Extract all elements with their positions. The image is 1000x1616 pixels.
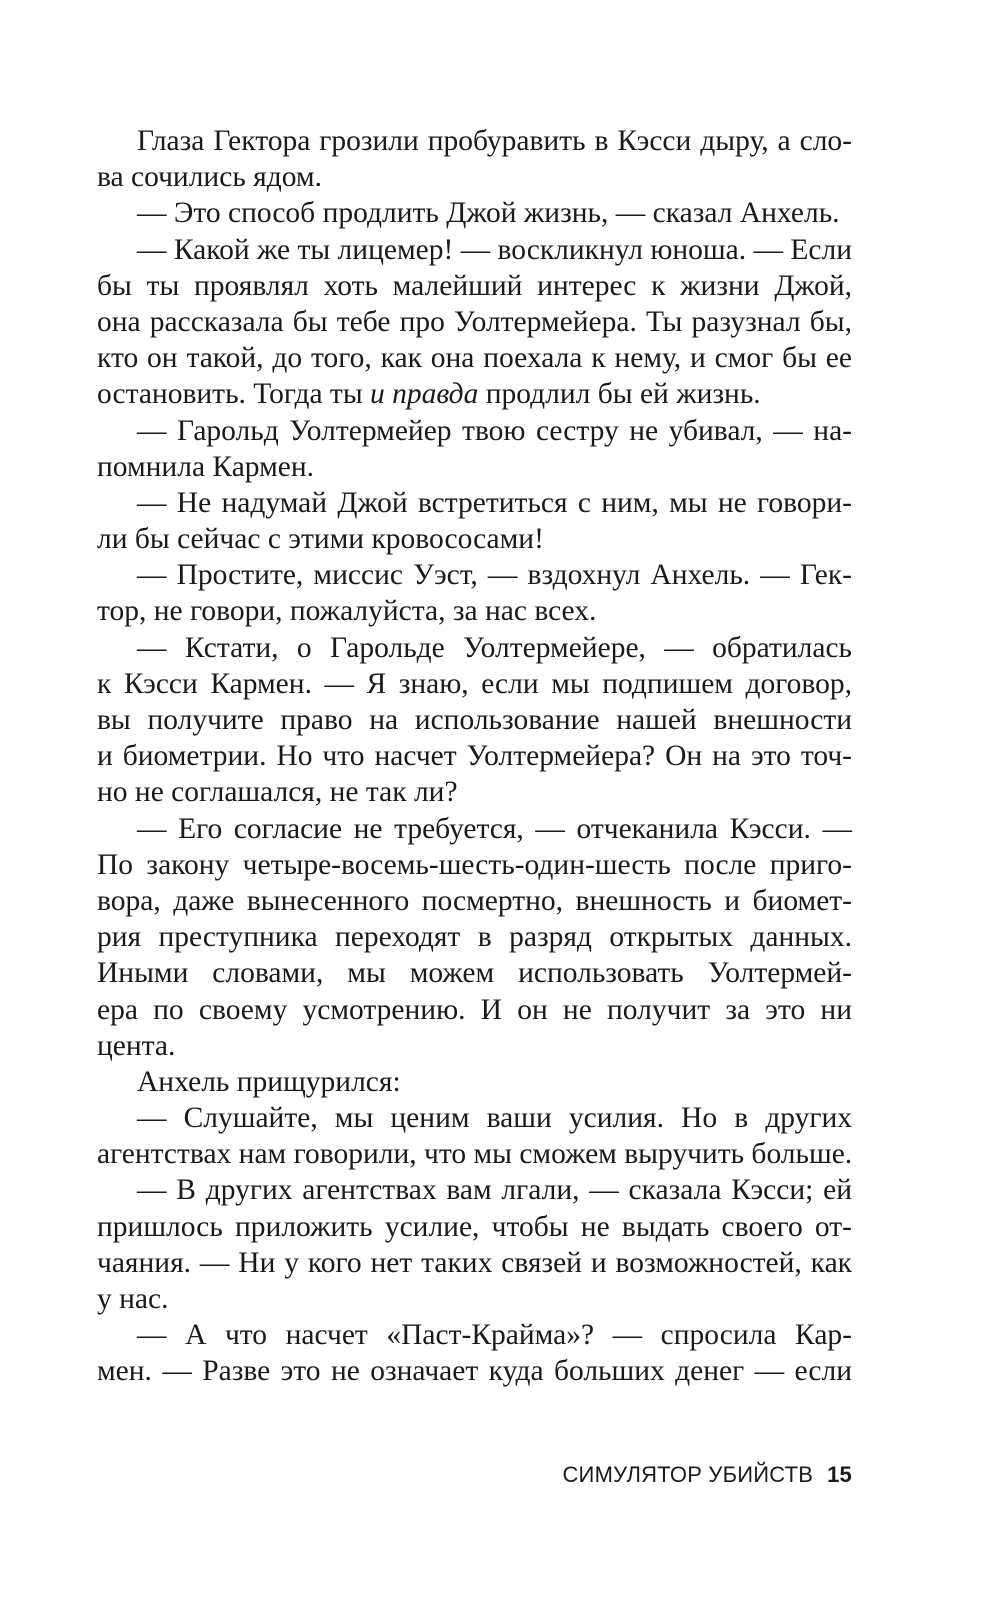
running-title: СИМУЛЯТОР УБИЙСТВ <box>562 1462 814 1487</box>
body-text <box>97 123 852 1390</box>
text-line: — Это способ продлить Джой жизнь, — сказал Анхель. <box>137 197 840 230</box>
text-line: рия преступника переходят в разряд открытых данных. <box>97 921 852 954</box>
text-line: — Простите, миссис Уэст, — вздохнул Анхель. — Гек- <box>137 559 852 592</box>
emphasis-text: и правда <box>370 378 479 411</box>
text-line: — Гарольд Уолтермейер твою сестру не убивал, — на- <box>137 414 852 447</box>
text-line: — Не надумай Джой встретиться с ним, мы не говори- <box>137 486 852 519</box>
text-line: мен. — Разве это не означает куда больших денег — если <box>97 1355 852 1388</box>
text-line: помнила Кармен. <box>97 450 315 483</box>
text-line: агентствах нам говорили, что мы сможем выручить больше. <box>97 1138 853 1171</box>
text-line: — В других агентствах вам лгали, — сказала Кэсси; ей <box>137 1174 852 1207</box>
text-run: остановить. Тогда ты <box>97 378 371 411</box>
text-line: и биометрии. Но что насчет Уолтермейера? Он на это точ- <box>97 740 852 773</box>
text-line: но не соглашался, не так ли? <box>97 776 458 809</box>
text-line: Глаза Гектора грозили пробуравить в Кэсси дыру, а сло- <box>137 125 852 157</box>
text-line: кто он такой, до того, как она поехала к нему, и смог бы ее <box>97 342 852 375</box>
text-line: пришлось приложить усилие, чтобы не выдать своего от- <box>97 1210 852 1243</box>
text-line <box>97 376 852 412</box>
text-line: у нас. <box>97 1283 169 1315</box>
text-line: Иными словами, мы можем использовать Уолтермей- <box>97 957 852 990</box>
text-line: чаяния. — Ни у кого нет таких связей и возможностей, как <box>97 1246 852 1279</box>
text-run: продлил бы ей жизнь. <box>478 378 761 411</box>
text-line: к Кэсси Кармен. — Я знаю, если мы подпишем договор, <box>97 667 852 700</box>
text-line: ли бы сейчас с этими кровососами! <box>97 523 544 556</box>
text-line: По закону четыре-восемь-шесть-один-шесть после приго- <box>97 848 852 881</box>
page-footer <box>562 1458 852 1492</box>
text-line: ва сочились ядом. <box>97 161 322 194</box>
text-line: ера по своему усмотрению. И он не получит за это ни <box>97 993 852 1026</box>
text-line: — А что насчет «Паст-Крайма»? — спросила Кар- <box>137 1319 852 1352</box>
text-line: — Его согласие не требуется, — отчеканила Кэсси. — <box>137 812 852 845</box>
text-line: тор, не говори, пожалуйста, за нас всех. <box>97 595 597 628</box>
text-line: Анхель прищурился: <box>137 1065 401 1098</box>
page-number: 15 <box>827 1462 852 1487</box>
text-line: — Слушайте, мы ценим ваши усилия. Но в других <box>137 1102 852 1135</box>
text-line: — Какой же ты лицемер! — воскликнул юноша. — Если <box>137 233 852 266</box>
text-line: — Кстати, о Гарольде Уолтермейере, — обратилась <box>137 631 852 664</box>
text-line: вора, даже вынесенного посмертно, внешность и биомет- <box>97 884 852 917</box>
text-line: цента. <box>97 1029 176 1062</box>
text-line: вы получите право на использование нашей внешности <box>97 704 852 736</box>
text-line: она рассказала бы тебе про Уолтермейера. Ты разузнал бы, <box>97 305 852 338</box>
text-line: бы ты проявлял хоть малейший интерес к жизни Джой, <box>97 269 852 302</box>
